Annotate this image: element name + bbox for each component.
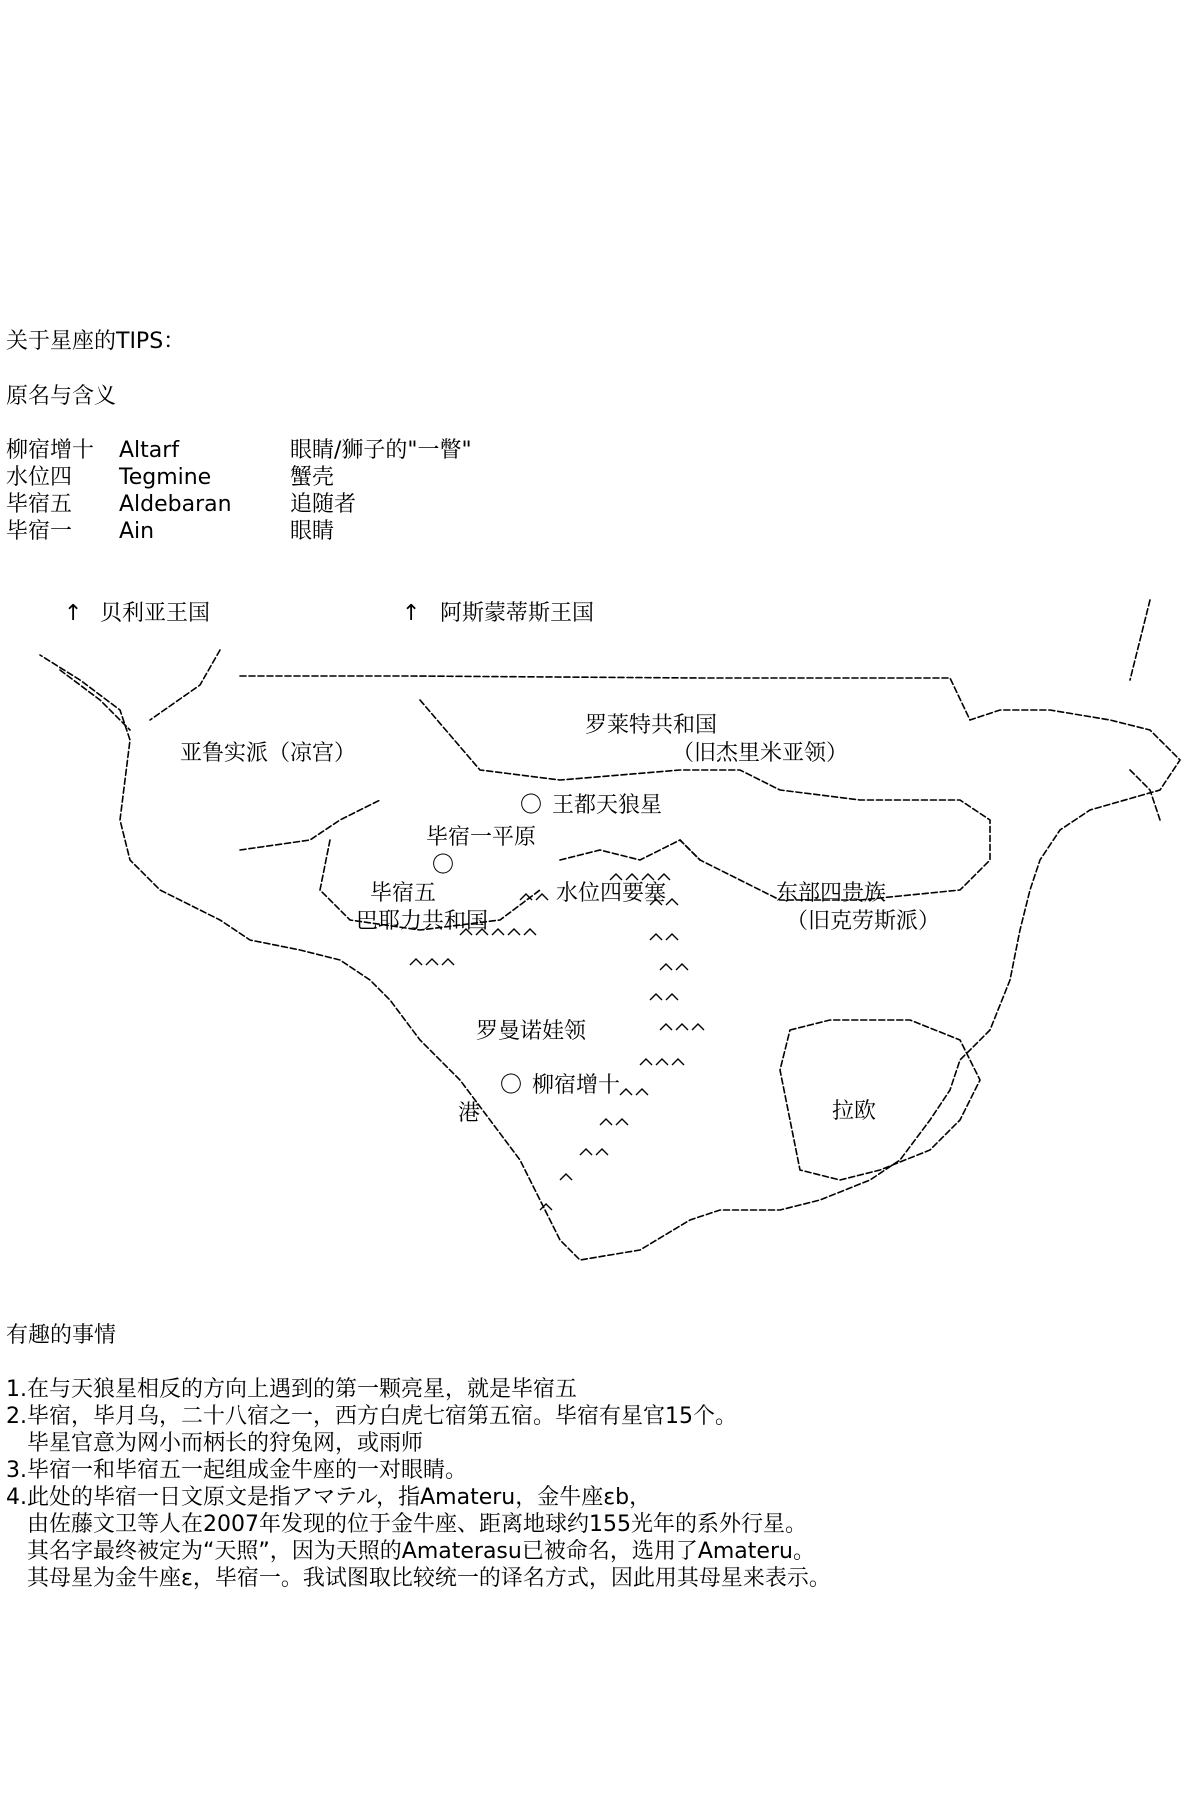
city-label: 王都天狼星 [552,793,663,818]
port-label: 港 [458,1101,481,1126]
meaning: 追随者 [290,492,357,517]
region-sublabel: （旧杰里米亚领） [672,741,849,766]
map-border-lines [0,560,1200,1300]
latin-name: Aldebaran [119,492,232,517]
fact-line: 4.此处的毕宿一日文原文是指アマテル，指Amateru，金牛座εb， [6,1485,652,1510]
cn-name: 毕宿一 [6,519,73,544]
region-label: 东部四贵族 [776,881,887,906]
fact-line: 1.在与天狼星相反的方向上遇到的第一颗亮星，就是毕宿五 [6,1377,577,1402]
region-label: 毕宿一平原 [426,825,537,850]
fact-line: 2.毕宿，毕月乌，二十八宿之一，西方白虎七宿第五宿。毕宿有星官15个。 [6,1404,737,1429]
fact-line: 毕星官意为网小而柄长的狩兔网，或雨师 [6,1431,423,1456]
names-heading: 原名与含义 [6,384,117,409]
fact-line: 3.毕宿一和毕宿五一起组成金牛座的一对眼睛。 [6,1458,467,1483]
region-label: 亚鲁实派（凉宫） [180,741,357,766]
region-label: 罗莱特共和国 [585,713,718,738]
capital-marker-icon: 〇 [520,793,543,818]
cn-name: 水位四 [6,465,73,490]
city-label: 毕宿五 [370,881,437,906]
city-label: 柳宿增十 [532,1073,621,1098]
city-marker-icon: 〇 [500,1073,523,1098]
meaning: 眼睛 [290,519,335,544]
region-label: 贝利亚王国 [100,601,211,626]
north-arrow-icon: ↑ [402,601,421,626]
facts-heading: 有趣的事情 [6,1323,117,1348]
ascii-map [0,560,1200,1300]
region-label: 拉欧 [832,1099,877,1124]
latin-name: Tegmine [119,465,212,490]
latin-name: Ain [119,519,155,544]
city-marker-icon: 〇 [432,853,455,878]
region-label: 巴耶力共和国 [356,909,489,934]
fact-line: 其母星为金牛座ε，毕宿一。我试图取比较统一的译名方式，因此用其母星来表示。 [6,1566,831,1591]
region-label: 罗曼诺娃领 [476,1019,587,1044]
cn-name: 毕宿五 [6,492,73,517]
fact-line: 由佐藤文卫等人在2007年发现的位于金牛座、距离地球约155光年的系外行星。 [6,1512,807,1537]
meaning: 眼睛/狮子的"一瞥" [290,438,472,463]
latin-name: Altarf [119,438,180,463]
cn-name: 柳宿增十 [6,438,95,463]
north-arrow-icon: ↑ [64,601,83,626]
region-sublabel: （旧克劳斯派） [786,909,941,934]
page-title: 关于星座的TIPS： [6,329,186,354]
meaning: 蟹壳 [290,465,335,490]
fortress-label: 水位四要塞 [556,881,667,906]
fact-line: 其名字最终被定为“天照”，因为天照的Amaterasu已被命名，选用了Amateru。 [6,1539,815,1564]
region-label: 阿斯蒙蒂斯王国 [440,601,595,626]
